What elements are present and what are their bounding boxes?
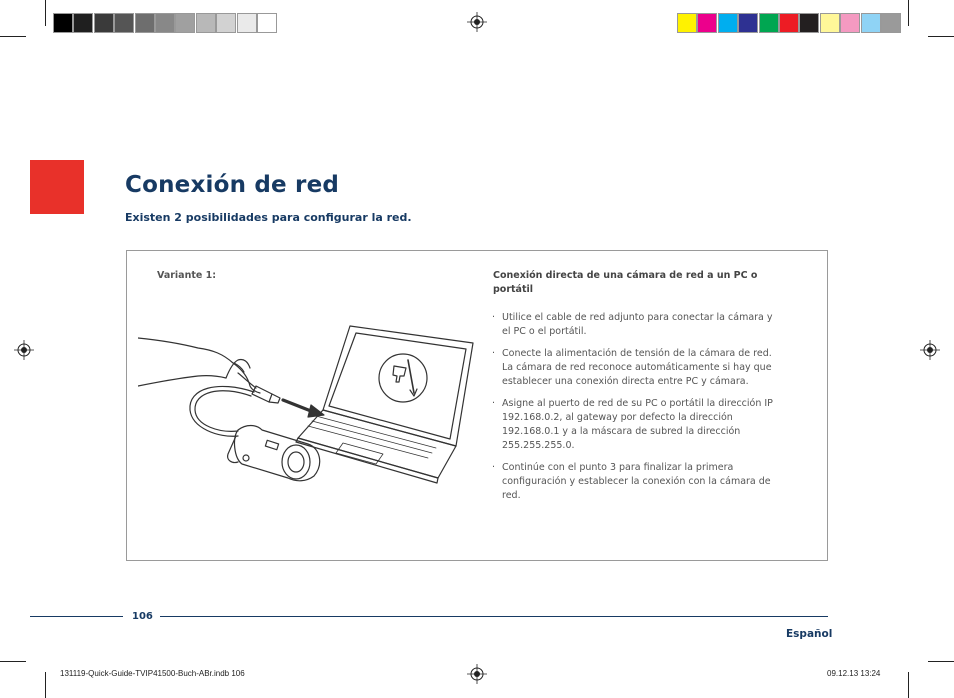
crop-mark bbox=[0, 661, 26, 662]
page-subtitle: Existen 2 posibilidades para configurar la red. bbox=[125, 211, 412, 224]
registration-mark-icon bbox=[920, 340, 940, 360]
gray-swatch bbox=[135, 13, 155, 33]
color-swatch bbox=[738, 13, 758, 33]
print-file-info: 131119-Quick-Guide-TVIP41500-Buch-ABr.indb 106 bbox=[60, 669, 245, 678]
network-plug bbox=[252, 386, 272, 402]
color-swatch bbox=[677, 13, 697, 33]
crop-mark bbox=[45, 672, 46, 698]
gray-swatch bbox=[73, 13, 93, 33]
gray-swatch bbox=[155, 13, 175, 33]
gray-swatch bbox=[175, 13, 195, 33]
page-number: 106 bbox=[132, 611, 153, 622]
laptop-screen bbox=[323, 326, 473, 446]
color-swatch bbox=[697, 13, 717, 33]
registration-mark-icon bbox=[14, 340, 34, 360]
crop-mark bbox=[908, 672, 909, 698]
color-swatch bbox=[718, 13, 738, 33]
crop-mark bbox=[928, 661, 954, 662]
crop-mark bbox=[45, 0, 46, 26]
hand-illustration bbox=[138, 338, 260, 393]
gray-swatch bbox=[237, 13, 257, 33]
footer-rule-left bbox=[30, 616, 123, 617]
print-date-info: 09.12.13 13:24 bbox=[827, 669, 881, 678]
instruction-list bbox=[492, 311, 777, 511]
color-swatch bbox=[820, 13, 840, 33]
network-connection-illustration bbox=[138, 318, 483, 493]
gray-swatch bbox=[114, 13, 134, 33]
variant-label: Variante 1: bbox=[157, 270, 217, 281]
language-label: Español bbox=[786, 628, 833, 640]
crop-mark bbox=[928, 36, 954, 37]
crop-mark bbox=[908, 0, 909, 26]
chapter-tab-marker bbox=[30, 160, 84, 214]
registration-mark-icon bbox=[467, 12, 487, 32]
network-port-icon bbox=[379, 354, 427, 402]
variant-heading: Conexión directa de una cámara de red a un PC o portátil bbox=[493, 270, 758, 295]
gray-swatch bbox=[216, 13, 236, 33]
color-swatch bbox=[881, 13, 901, 33]
gray-swatch bbox=[53, 13, 73, 33]
list-item: · Continúe con el punto 3 para finalizar la primera configuración y establecer la conexión con la cámara de red. bbox=[492, 461, 777, 503]
list-item: · Conecte la alimentación de tensión de la cámara de red. La cámara de red reconoce automáticamente si hay que establecer una conexión directa entre PC y cámara. bbox=[492, 347, 777, 389]
color-swatch bbox=[759, 13, 779, 33]
laptop-keyboard bbox=[298, 410, 456, 478]
list-item: · Utilice el cable de red adjunto para conectar la cámara y el PC o el portátil. bbox=[492, 311, 777, 339]
color-swatch bbox=[779, 13, 799, 33]
gray-swatch bbox=[257, 13, 277, 33]
crop-mark bbox=[0, 36, 26, 37]
gray-swatch bbox=[94, 13, 114, 33]
footer-rule-right bbox=[160, 616, 828, 617]
gray-swatch bbox=[196, 13, 216, 33]
list-item: · Asigne al puerto de red de su PC o portátil la dirección IP 192.168.0.2, al gateway por defecto la dirección 192.168.0.1 y a la máscara de subred la dirección 255.255.255.0. bbox=[492, 397, 777, 453]
color-swatch bbox=[861, 13, 881, 33]
color-swatch bbox=[799, 13, 819, 33]
page-title: Conexión de red bbox=[125, 172, 340, 198]
color-swatch bbox=[840, 13, 860, 33]
registration-mark-icon bbox=[467, 664, 487, 684]
